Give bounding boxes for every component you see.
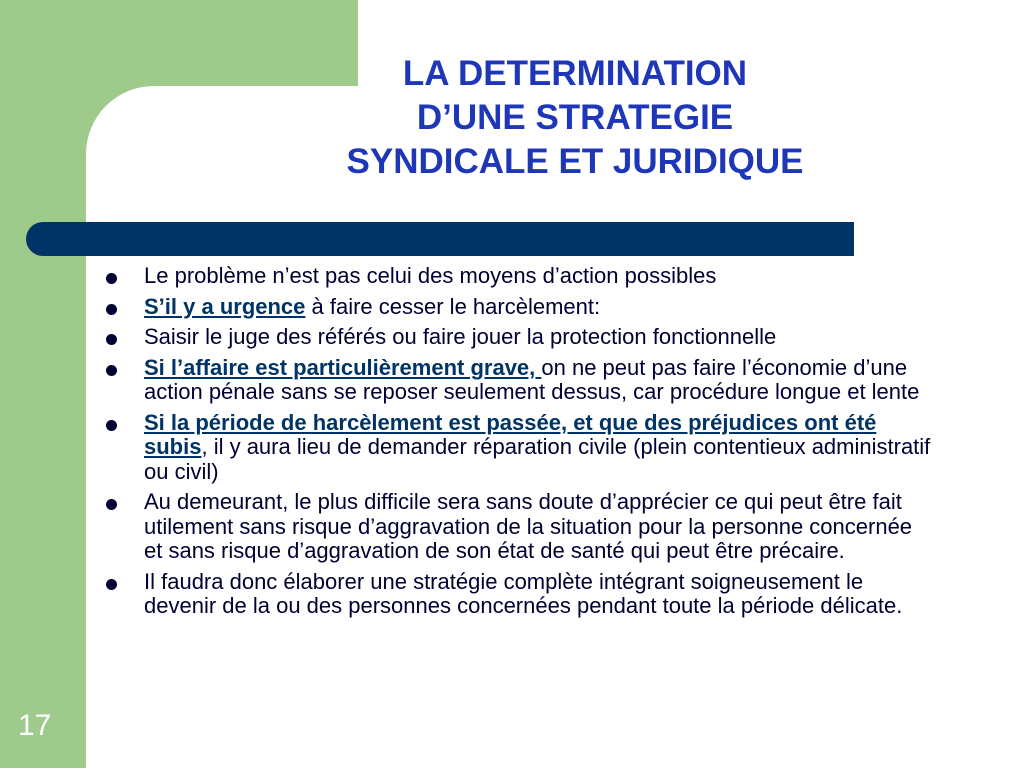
bullet-text: Au demeurant, le plus difficile sera sans doute d’apprécier ce qui peut être fait utilement sans risque d’aggravation de la situation pour la personne concernée et sans risque d’aggravation de son état de santé qui peut être précaire. [144, 489, 913, 563]
bullet-item [104, 295, 934, 320]
navy-divider-bar [26, 222, 854, 256]
bullet-dot-icon [106, 334, 117, 345]
page-number: 17 [18, 709, 52, 742]
bullet-list [104, 264, 934, 625]
bullet-item [104, 490, 934, 564]
bullet-dot-icon [106, 365, 117, 376]
bullet-text: on ne peut pas faire l’économie d’une action pénale sans se reposer seulement dessus, car procédure longue et lente [144, 354, 920, 404]
bullet-text: à faire cesser le harcèlement: [305, 293, 601, 319]
bullet-dot-icon [106, 273, 117, 284]
bullet-emphasis: Si l’affaire est particulièrement grave, [144, 354, 542, 380]
bullet-text: Le problème n’est pas celui des moyens d’action possibles [144, 263, 717, 288]
bullet-text: Saisir le juge des référés ou faire jouer la protection fonctionnelle [144, 324, 777, 349]
title-line: SYNDICALE ET JURIDIQUE [346, 142, 804, 181]
slide-title [180, 52, 970, 184]
bullet-item [104, 570, 934, 619]
bullet-text: , il y aura lieu de demander réparation civile (plein contentieux administratif ou civil) [144, 434, 931, 484]
title-line: D’UNE STRATEGIE [416, 98, 734, 137]
bullet-emphasis: S’il y a urgence [144, 293, 306, 319]
bullet-dot-icon [106, 579, 117, 590]
bullet-text: Il faudra donc élaborer une stratégie complète intégrant soigneusement le devenir de la ou des personnes concernées pendant toute la période délicate. [144, 568, 903, 618]
bullet-emphasis: Si la période de harcèlement est passée, et que des préjudices ont été subis [144, 409, 877, 459]
bullet-item [104, 411, 934, 485]
bullet-item [104, 264, 934, 289]
bullet-dot-icon [106, 420, 117, 431]
title-line: LA DETERMINATION [402, 54, 748, 93]
bullet-dot-icon [106, 304, 117, 315]
bullet-item [104, 356, 934, 405]
bullet-item [104, 325, 934, 350]
bullet-dot-icon [106, 499, 117, 510]
